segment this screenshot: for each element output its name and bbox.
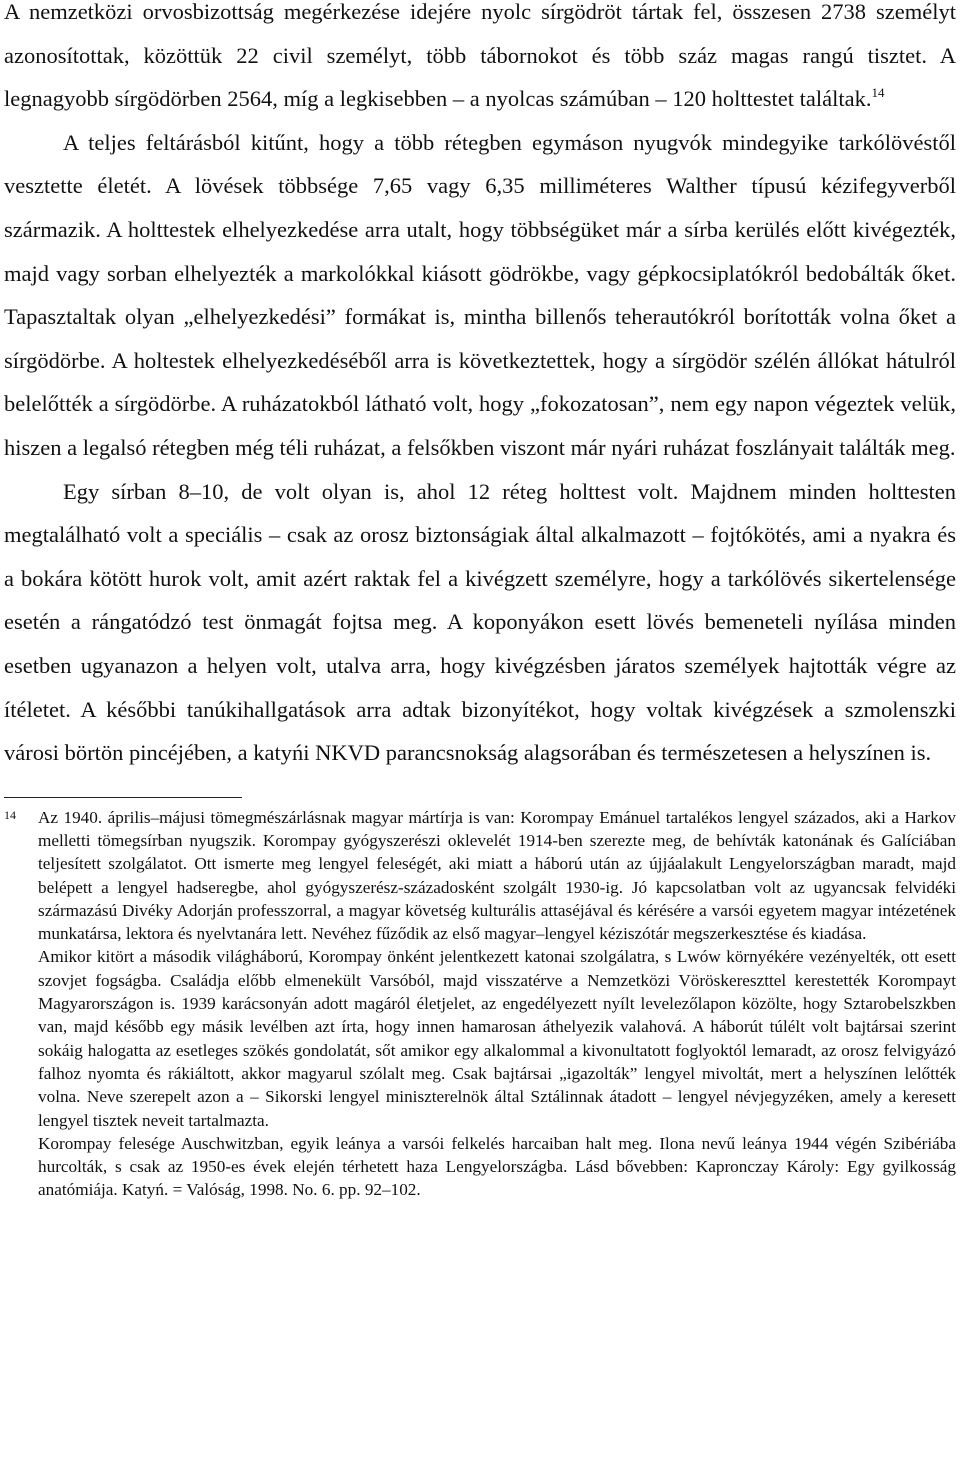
paragraph-2: A teljes feltárásból kitűnt, hogy a több rétegben egymáson nyugvók mindegyike tarkólövéstől vesztette életét. A lövések többsége 7,65 vagy 6,35 milliméteres Walther típusú kézifegyverből származik. A holttestek elhelyezkedése arra utalt, hogy többségüket már a sírba kerülés előtt kivégezték, majd vagy sorban elhelyezték a markolókkal kiásott gödrökbe, vagy gépkocsiplatókról bedobálták őket. Tapasztaltak olyan „elhelyezkedési” formákat is, mintha billenős teherautókról borították volna őket a sírgödörbe. A holtestek elhelyezkedéséből arra is következtettek, hogy a sírgödör szélén állókat hátulról belelőtték a sírgödörbe. A ruházatokból látható volt, hogy „fokozatosan”, nem egy napon végeztek velük, hiszen a legalsó rétegben még téli ruházat, a felsőkben viszont már nyári ruházat foszlányait találták meg.	[4, 129, 956, 460]
footnote-paragraph-2: Amikor kitört a második világháború, Korompay önként jelentkezett katonai szolgálatra, s Lwów környékére vezényelték, ott esett szovjet fogságba. Családja előbb elmenekült Varsóból, majd visszatérve a Nemzetközi Vöröskereszttel kerestették Korompayt Magyarországon is. 1939 karácsonyán adott magáról életjelet, az engedélyezett nyílt levelezőlapon közölte, hogy Sztarobelszkben van, majd később egy másik levélben azt írta, hogy innen hamarosan áthelyezik valahová. A háborút túlélt volt bajtársai szerint sokáig halogatta az esetleges szökés gondolatát, sőt amikor egy alkalommal a kivonultatott foglyoktól lemaradt, az orosz felvigyázó falhoz nyomta és rákiáltott, akkor magyarul szólalt meg. Csak bajtársai „igazolták” lengyel mivoltát, mert a helyszínen lelőtték volna. Neve szerepelt azon a – Sikorski lengyel miniszterelnök által Sztálinnak átadott – lengyel névjegyzéken, amely a keresett lengyel tisztek neveit tartalmazta.	[38, 947, 956, 1130]
paragraph-1	[4, 0, 956, 121]
main-text	[4, 0, 956, 775]
footnote-paragraph-3: Korompay felesége Auschwitzban, egyik leánya a varsói felkelés harcaiban halt meg. Ilona nevű leánya 1944 végén Szibériába hurcolták, s csak az 1950-es évek elején térhetett haza Lengyelországba. Lásd bővebben: Kapronczay Károly: Egy gyilkosság anatómiája. Katyń. = Valóság, 1998. No. 6. pp. 92–102.	[38, 1133, 956, 1200]
footnote-paragraph-1: Az 1940. április–májusi tömegmészárlásnak magyar mártírja is van: Korompay Emánuel tartalékos lengyel százados, aki a Harkov melletti tömegsírban nyugszik. Korompay gyógyszerészi oklevelét 1914-ben szerezte meg, de behívták katonának és Galíciában teljesített szolgálatot. Ott ismerte meg lengyel feleségét, aki miatt a háború után az újjáalakult Lengyelországban maradt, majd belépett a lengyel hadseregbe, ahol gyógyszerész-századosként szolgált 1930-ig. Jó kapcsolatban volt az ugyancsak felvidéki származású Divéky Adorján professzorral, a magyar követség kulturális attaséjával és kérésére a varsói egyetem magyar intézetének munkatársa, lektora és nyelvtanára lett. Nevéhez fűződik az első magyar–lengyel kéziszótár megszerkesztése és kiadása.	[38, 807, 956, 944]
footnote-separator	[4, 797, 242, 798]
footnote	[4, 806, 956, 1202]
paragraph-3: Egy sírban 8–10, de volt olyan is, ahol 12 réteg holttest volt. Majdnem minden holttesten megtalálható volt a speciális – csak az orosz biztonságiak által alkalmazott – fojtókötés, ami a nyakra és a bokára kötött hurok volt, amit azért raktak fel a kivégzett személyre, hogy a tarkólövés sikertelensége esetén a rángatódzó test önmagát fojtsa meg. A koponyákon esett lövés bemeneteli nyílása minden esetben ugyanazon a helyen volt, utalva arra, hogy kivégzésben járatos személyek hajtották végre az ítéletet. A későbbi tanúkihallgatások arra adtak bizonyítékot, hogy voltak kivégzések a szmolenszki városi börtön pincéjében, a katyńi NKVD parancsnokság alagsorában és természetesen a helyszínen is.	[4, 478, 956, 766]
footnote-mark: 14	[4, 807, 16, 822]
footnote-reference[interactable]: 14	[871, 85, 885, 101]
paragraph-1-text: A nemzetközi orvosbizottság megérkezése idejére nyolc sírgödröt tártak fel, összesen 2738 személyt azonosítottak, közöttük 22 civil személyt, több tábornokot és több száz magas rangú tisztet. A legnagyobb sírgödörben 2564, míg a legkisebben – a nyolcas számúban – 120 holttestet találtak.	[4, 0, 956, 112]
